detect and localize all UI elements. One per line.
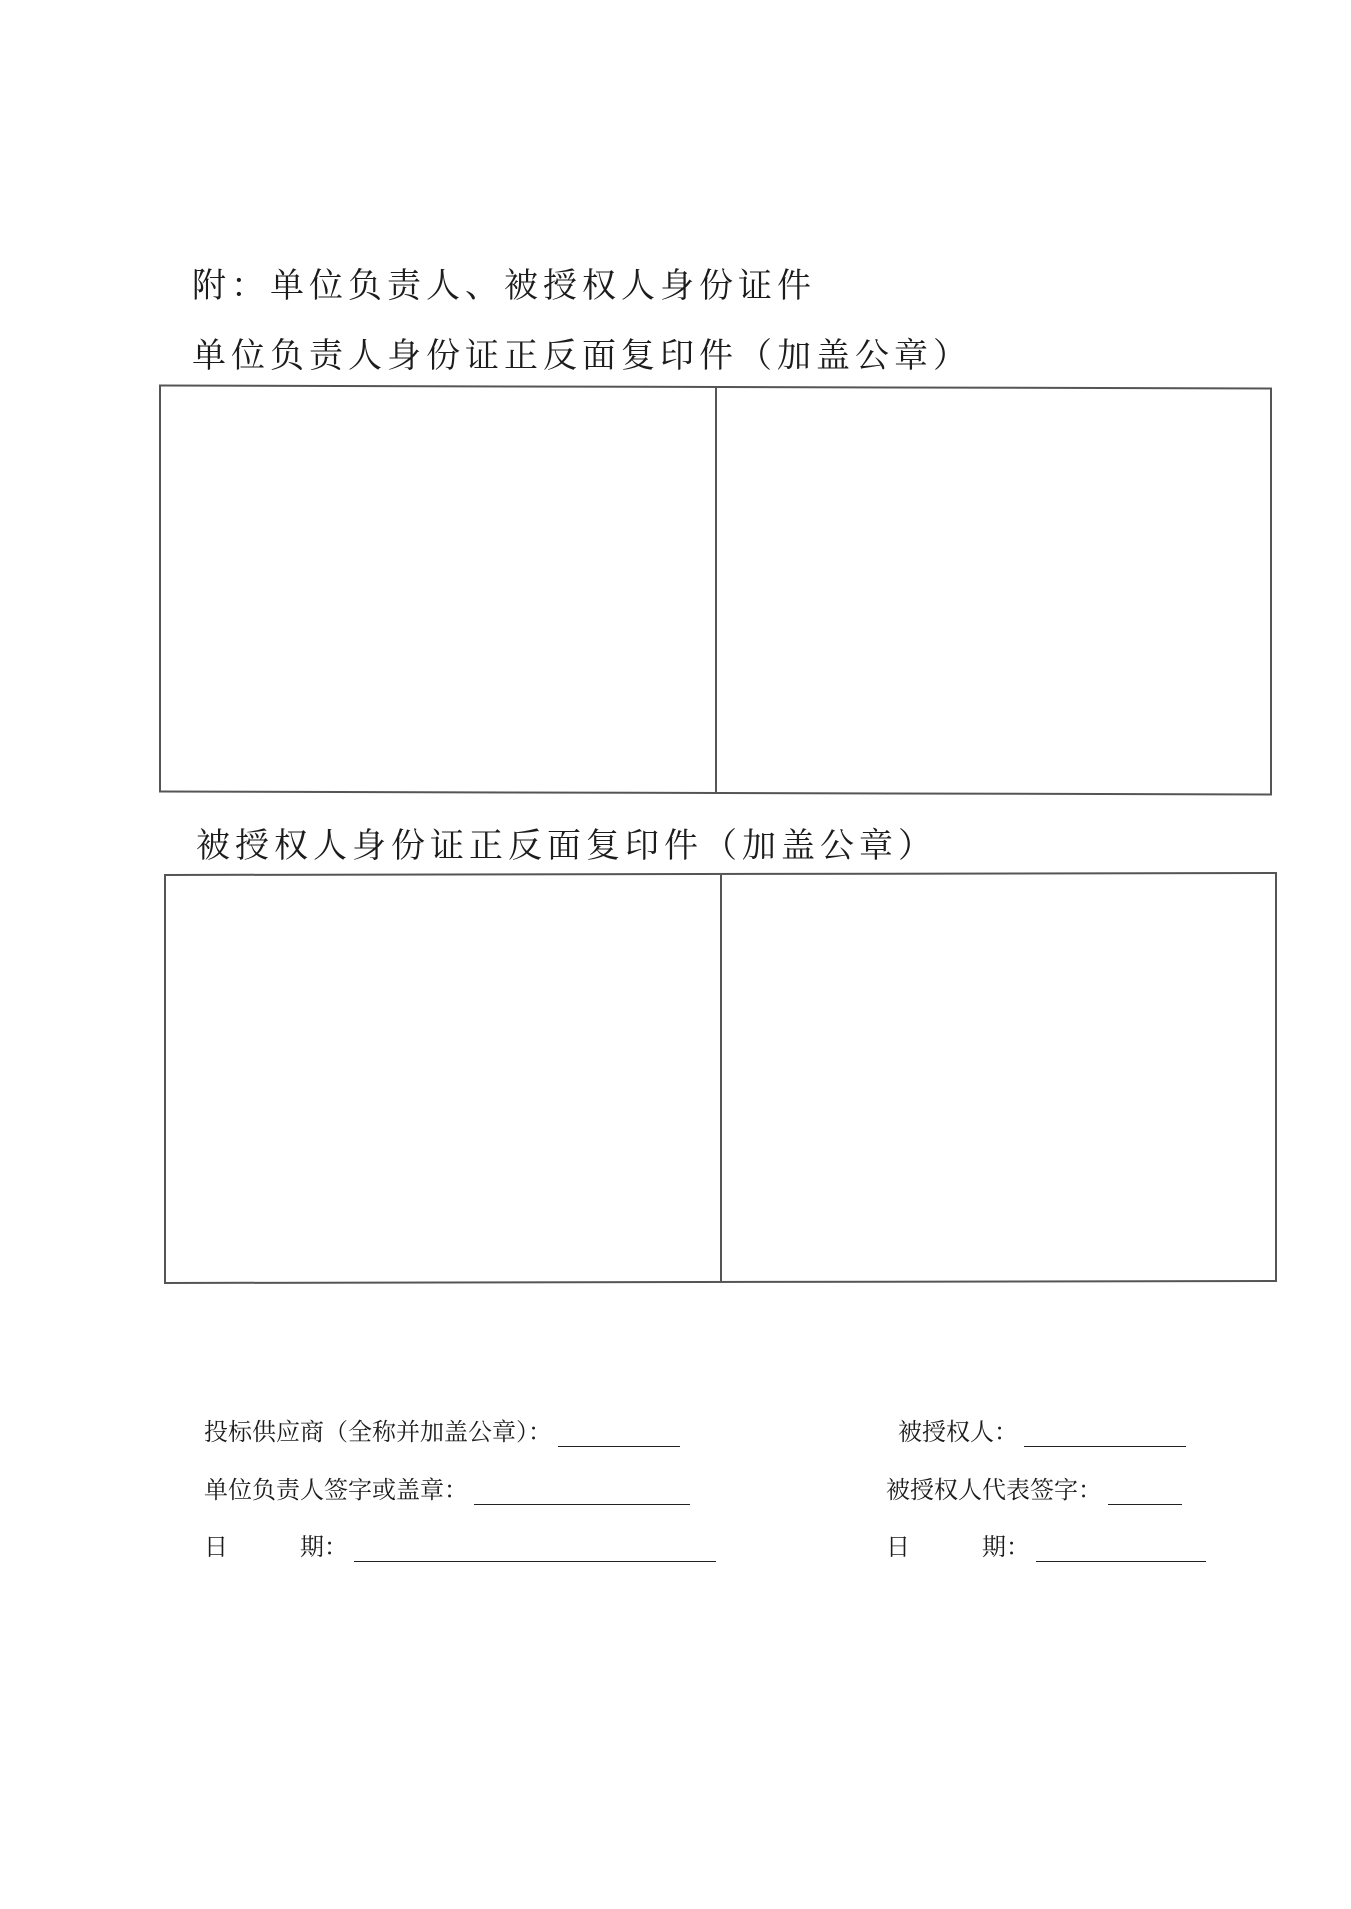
leader-id-front-area (161, 387, 715, 792)
authorized-label: 被授权人： (898, 1418, 1018, 1446)
bidder-blank-line (558, 1424, 680, 1447)
right-date-char1: 日 (886, 1533, 910, 1561)
right-date-row (886, 1527, 1206, 1562)
authorized-id-copy-box (164, 872, 1277, 1284)
leader-id-section-title: 单位负责人身份证正反面复印件（加盖公章） (192, 336, 972, 376)
authorized-sign-label: 被授权人代表签字： (886, 1476, 1102, 1504)
authorized-sign-blank-line (1108, 1482, 1182, 1505)
authorized-blank-line (1024, 1424, 1186, 1447)
right-date-blank-line (1036, 1539, 1206, 1562)
left-date-row (204, 1527, 716, 1562)
left-date-char1: 日 (204, 1533, 228, 1561)
attachment-title: 附：单位负责人、被授权人身份证件 (192, 266, 816, 306)
right-date-char2: 期： (982, 1533, 1030, 1561)
leader-label: 单位负责人签字或盖章： (204, 1476, 468, 1504)
authorized-id-back-area (720, 874, 1276, 1281)
authorized-id-front-area (166, 875, 720, 1282)
leader-id-copy-box (159, 385, 1272, 796)
leader-blank-line (474, 1482, 690, 1505)
authorized-id-section-title: 被授权人身份证正反面复印件（加盖公章） (196, 826, 937, 866)
left-date-char2: 期： (300, 1533, 348, 1561)
leader-id-back-area (715, 388, 1271, 793)
right-date-label (886, 1527, 1030, 1562)
authorized-person-row (898, 1412, 1186, 1447)
left-date-label (204, 1527, 348, 1562)
left-date-blank-line (354, 1539, 716, 1562)
authorized-sign-row (886, 1470, 1182, 1505)
bidder-label: 投标供应商（全称并加盖公章）： (204, 1418, 552, 1446)
leader-signature-row (204, 1470, 690, 1505)
bidder-signature-row (204, 1412, 680, 1447)
